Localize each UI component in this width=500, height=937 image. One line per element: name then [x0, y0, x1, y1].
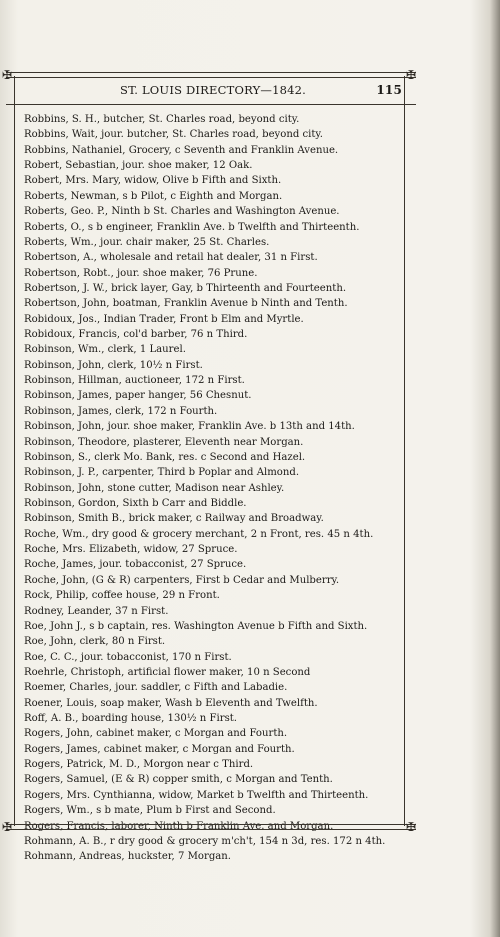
- directory-entry: Rodney, Leander, 37 n First.: [24, 605, 169, 617]
- bottom-border-rule: [6, 824, 416, 830]
- directory-entry: Robinson, Hillman, auctioneer, 172 n First.: [24, 375, 245, 387]
- directory-entry: Robinson, J. P., carpenter, Third b Poplar and Almond.: [24, 467, 300, 479]
- directory-entry: Robidoux, Jos., Indian Trader, Front b Elm and Myrtle.: [24, 313, 304, 325]
- directory-entry: Robinson, Smith B., brick maker, c Railway and Broadway.: [24, 513, 324, 525]
- directory-entry: Roberts, Wm., jour. chair maker, 25 St. Charles.: [24, 236, 270, 248]
- directory-entries: [24, 112, 404, 865]
- directory-entry: Roener, Louis, soap maker, Wash b Eleventh and Twelfth.: [24, 697, 318, 709]
- top-border-rule: [6, 72, 416, 78]
- directory-entry: Roche, Mrs. Elizabeth, widow, 27 Spruce.: [24, 544, 238, 556]
- right-border-rule: [404, 76, 405, 826]
- directory-entry: Roche, James, jour. tobacconist, 27 Spruce.: [24, 559, 247, 571]
- directory-entry: Robertson, John, boatman, Franklin Avenue b Ninth and Tenth.: [24, 298, 348, 310]
- directory-entry: Robertson, J. W., brick layer, Gay, b Thirteenth and Fourteenth.: [24, 282, 347, 294]
- bottom-left-ornament-icon: ✠: [2, 820, 13, 834]
- directory-entry: Robidoux, Francis, col'd barber, 76 n Third.: [24, 329, 248, 341]
- directory-entry: Rock, Philip, coffee house, 29 n Front.: [24, 590, 220, 602]
- directory-entry: Roe, John J., s b captain, res. Washington Avenue b Fifth and Sixth.: [24, 620, 368, 632]
- directory-entry: Rogers, Wm., s b mate, Plum b First and Second.: [24, 805, 276, 817]
- directory-entry: Robert, Sebastian, jour. shoe maker, 12 Oak.: [24, 160, 253, 172]
- directory-entry: Roberts, O., s b engineer, Franklin Ave. b Twelfth and Thirteenth.: [24, 221, 360, 233]
- left-ornament-icon: ✠: [2, 68, 13, 82]
- directory-entry: Robinson, John, clerk, 10½ n First.: [24, 359, 203, 371]
- directory-entry: Roberts, Geo. P., Ninth b St. Charles and Washington Avenue.: [24, 206, 340, 218]
- directory-entry: Roemer, Charles, jour. saddler, c Fifth and Labadie.: [24, 682, 288, 694]
- directory-entry: Rohmann, A. B., r dry good & grocery m'ch't, 154 n 3d, res. 172 n 4th.: [24, 835, 386, 847]
- directory-entry: Robbins, Nathaniel, Grocery, c Seventh and Franklin Avenue.: [24, 144, 339, 156]
- directory-entry: Roe, John, clerk, 80 n First.: [24, 636, 166, 648]
- directory-entry: Robinson, Gordon, Sixth b Carr and Biddle.: [24, 497, 247, 509]
- directory-entry: Robbins, Wait, jour. butcher, St. Charles road, beyond city.: [24, 129, 323, 141]
- directory-entry: Robinson, James, clerk, 172 n Fourth.: [24, 405, 218, 417]
- directory-entry: Roff, A. B., boarding house, 130½ n First.: [24, 713, 238, 725]
- page-number: 115: [376, 83, 402, 97]
- running-title: ST. LOUIS DIRECTORY—1842.: [120, 83, 307, 97]
- directory-entry: Rogers, Francis, laborer, Ninth b Franklin Ave. and Morgan.: [24, 820, 334, 832]
- directory-entry: Roehrle, Christoph, artificial flower maker, 10 n Second: [24, 666, 311, 678]
- directory-entry: Robertson, Robt., jour. shoe maker, 76 Prune.: [24, 267, 258, 279]
- directory-entry: Rogers, Samuel, (E & R) copper smith, c Morgan and Tenth.: [24, 774, 333, 786]
- right-ornament-icon: ✠: [406, 68, 417, 82]
- directory-entry: Robinson, Theodore, plasterer, Eleventh near Morgan.: [24, 436, 304, 448]
- directory-entry: Roche, John, (G & R) carpenters, First b Cedar and Mulberry.: [24, 574, 340, 586]
- directory-entry: Rogers, Patrick, M. D., Morgon near c Third.: [24, 759, 254, 771]
- directory-entry: Rogers, James, cabinet maker, c Morgan and Fourth.: [24, 743, 295, 755]
- directory-entry: Robinson, James, paper hanger, 56 Chesnut.: [24, 390, 252, 402]
- directory-entry: Robertson, A., wholesale and retail hat dealer, 31 n First.: [24, 252, 318, 264]
- left-border-rule: [14, 76, 15, 826]
- directory-entry: Robinson, Wm., clerk, 1 Laurel.: [24, 344, 186, 356]
- directory-entry: Roberts, Newman, s b Pilot, c Eighth and Morgan.: [24, 190, 283, 202]
- directory-entry: Rohmann, Andreas, huckster, 7 Morgan.: [24, 851, 232, 863]
- directory-entry: Robinson, S., clerk Mo. Bank, res. c Second and Hazel.: [24, 451, 306, 463]
- directory-entry: Rogers, John, cabinet maker, c Morgan and Fourth.: [24, 728, 288, 740]
- page-header: [16, 80, 406, 100]
- bottom-right-ornament-icon: ✠: [406, 820, 417, 834]
- directory-entry: Rogers, Mrs. Cynthianna, widow, Market b Twelfth and Thirteenth.: [24, 789, 369, 801]
- directory-entry: Roche, Wm., dry good & grocery merchant, 2 n Front, res. 45 n 4th.: [24, 528, 374, 540]
- directory-entry: Robinson, John, jour. shoe maker, Franklin Ave. b 13th and 14th.: [24, 421, 355, 433]
- directory-entry: Robinson, John, stone cutter, Madison near Ashley.: [24, 482, 285, 494]
- header-rule: [6, 104, 416, 105]
- directory-entry: Robert, Mrs. Mary, widow, Olive b Fifth and Sixth.: [24, 175, 282, 187]
- directory-entry: Robbins, S. H., butcher, St. Charles road, beyond city.: [24, 114, 300, 125]
- directory-entry: Roe, C. C., jour. tobacconist, 170 n First.: [24, 651, 232, 663]
